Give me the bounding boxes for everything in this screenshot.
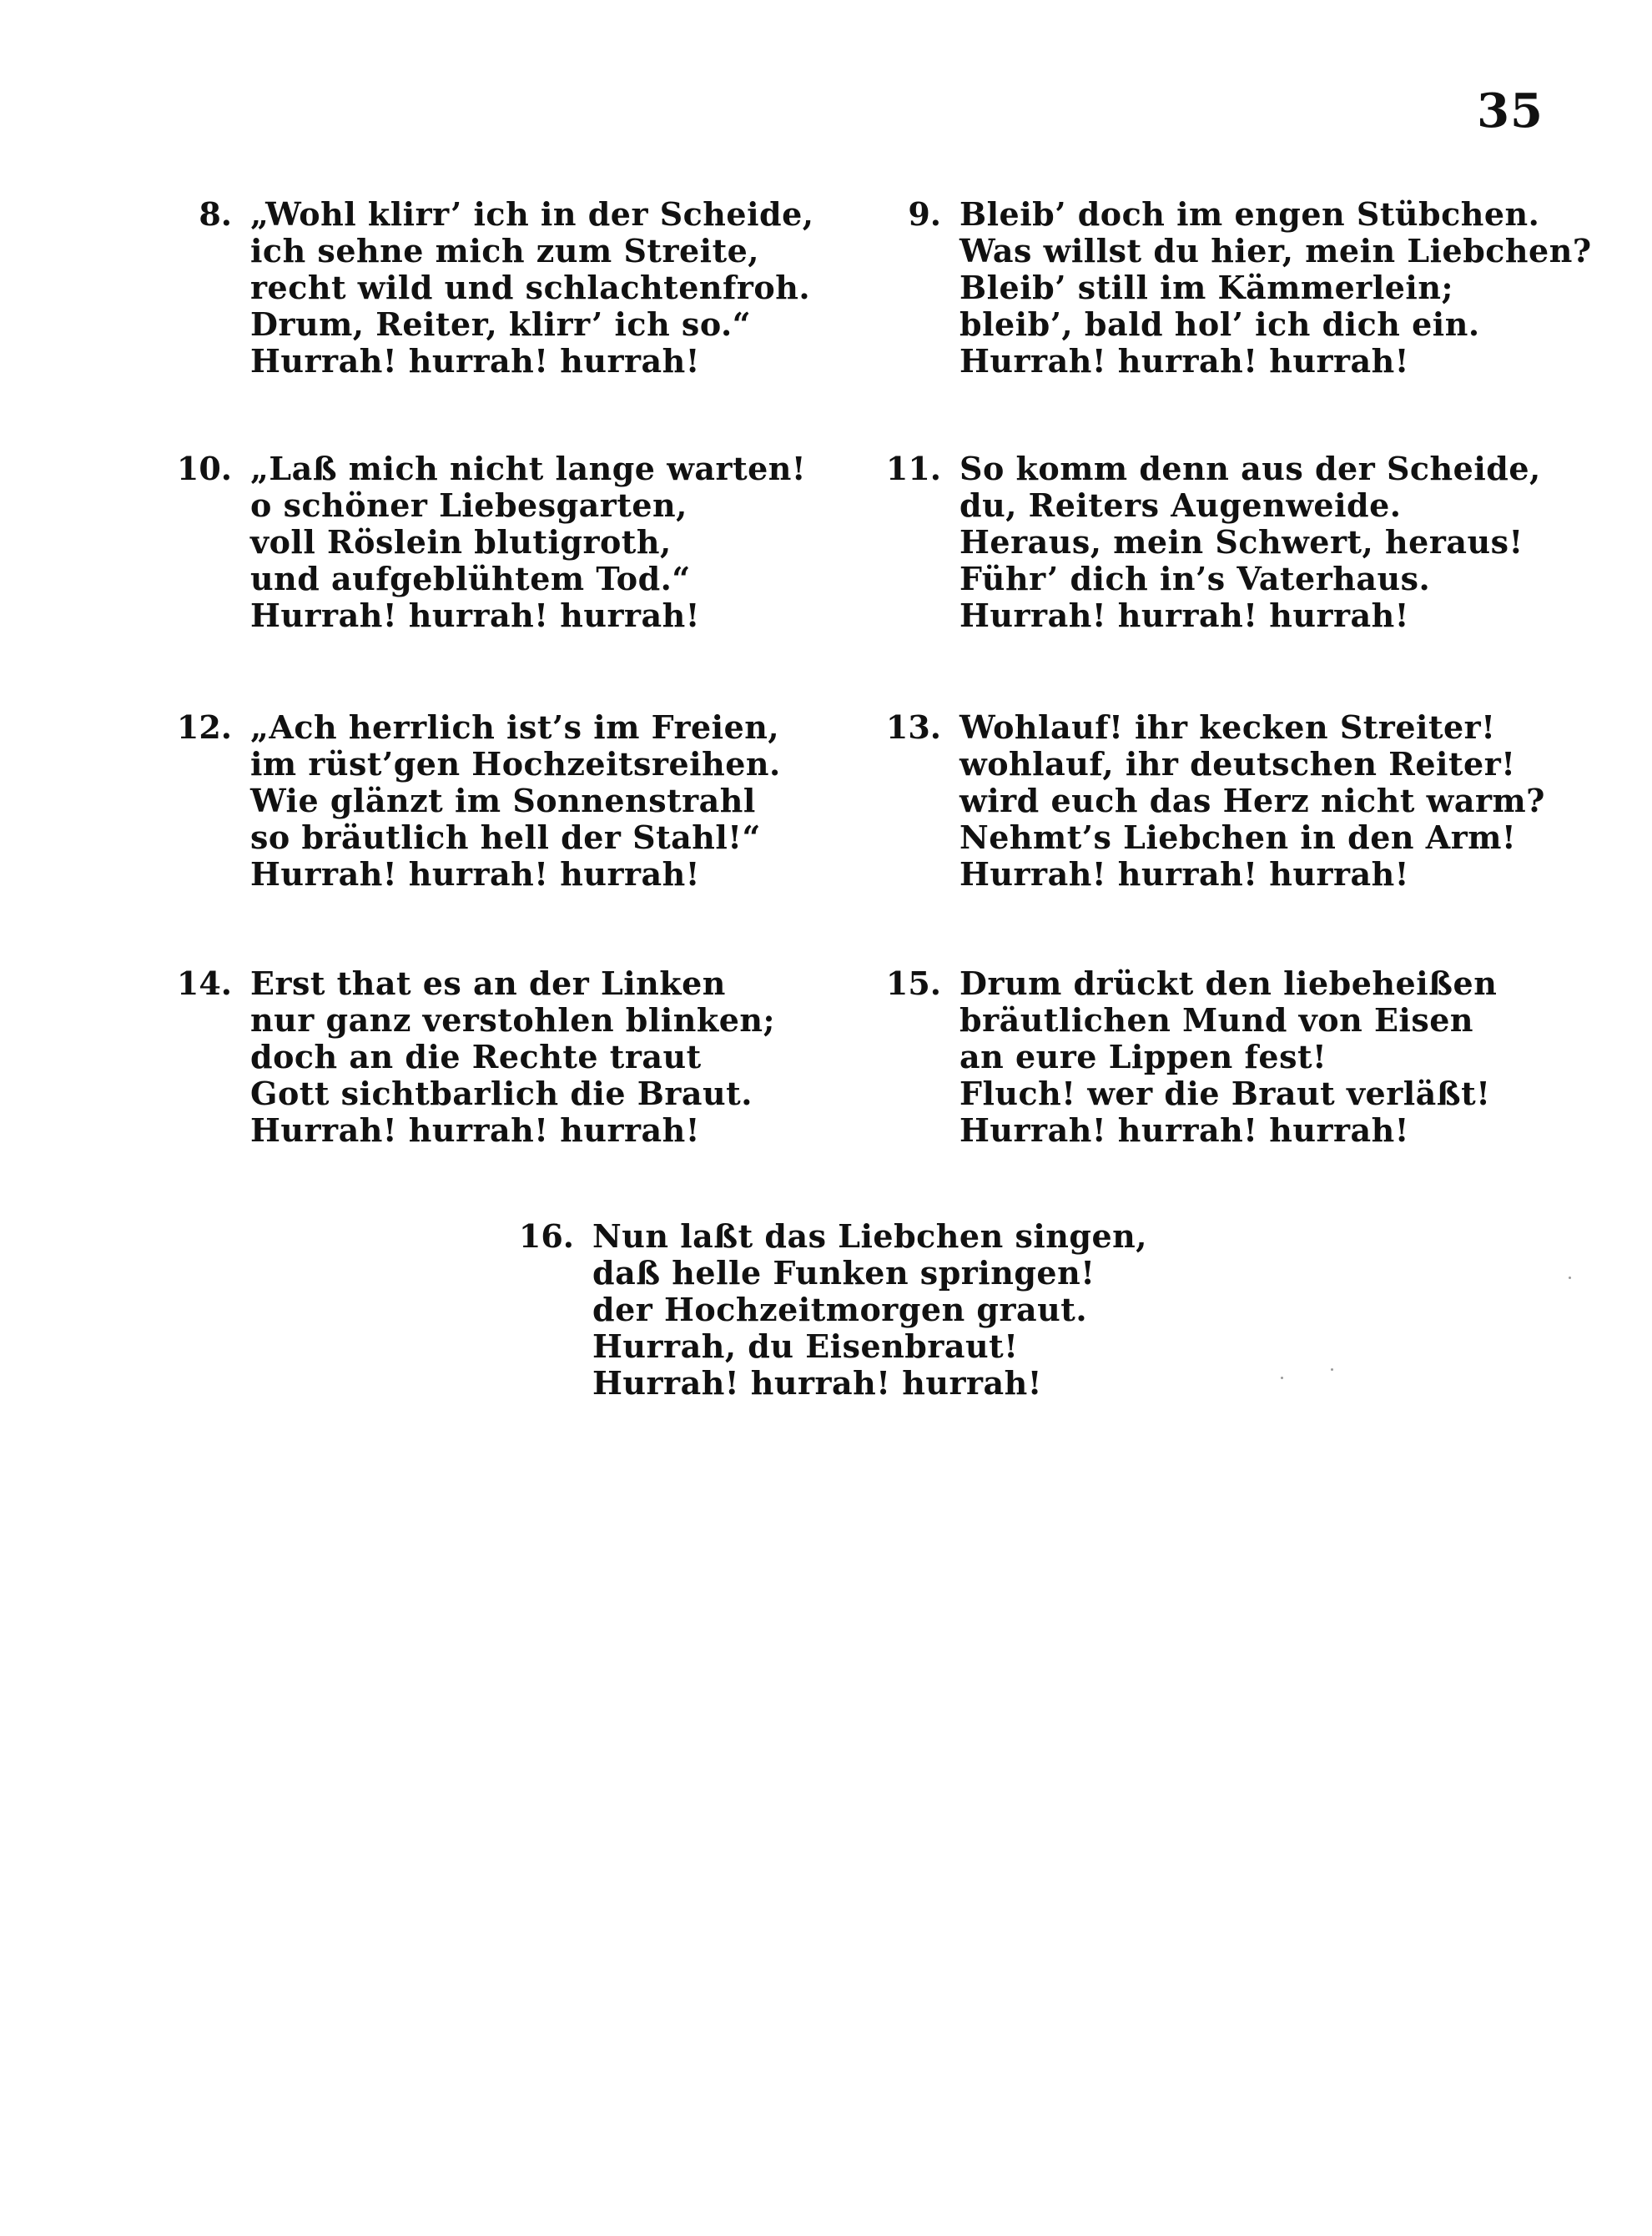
stanza-number: 14.: [176, 964, 232, 1002]
stanza-number: 10.: [176, 450, 232, 487]
verse-line: wohlauf, ihr deutschen Reiter!: [959, 745, 1516, 783]
stanza-14: [159, 965, 775, 1149]
verse-line: im rüst’gen Hochzeitsreihen.: [250, 745, 781, 783]
scan-speck: [1281, 1377, 1283, 1379]
verse-line: „Laß mich nicht lange warten!: [250, 450, 807, 487]
verse-line: Hurrah! hurrah! hurrah!: [250, 597, 700, 634]
verse-line: „Wohl klirr’ ich in der Scheide,: [250, 195, 814, 233]
verse-line: nur ganz verstohlen blinken;: [250, 1001, 776, 1039]
stanza-lines: [250, 709, 781, 893]
stanza-lines: [250, 451, 806, 634]
stanza-lines: [959, 709, 1545, 893]
stanza-13: [868, 709, 1545, 893]
verse-line: Hurrah! hurrah! hurrah!: [250, 855, 700, 893]
verse-line: daß helle Funken springen!: [592, 1254, 1095, 1292]
verse-line: bräutlichen Mund von Eisen: [959, 1001, 1474, 1039]
stanza-lines: [250, 965, 775, 1149]
stanza-number: 11.: [885, 450, 941, 487]
verse-line: doch an die Rechte traut: [250, 1038, 702, 1075]
verse-line: Hurrah, du Eisenbraut!: [592, 1327, 1019, 1365]
verse-line: der Hochzeitmorgen graut.: [592, 1291, 1088, 1328]
verse-line: Hurrah! hurrah! hurrah!: [959, 1111, 1409, 1149]
verse-line: Hurrah! hurrah! hurrah!: [959, 342, 1409, 380]
verse-line: Hurrah! hurrah! hurrah!: [592, 1364, 1042, 1402]
verse-line: du, Reiters Augenweide.: [959, 486, 1402, 524]
stanza-15: [868, 965, 1497, 1149]
stanza-lines: [959, 965, 1497, 1149]
verse-line: wird euch das Herz nicht warm?: [959, 782, 1545, 819]
scan-speck: [1331, 1368, 1333, 1371]
stanza-lines: [959, 196, 1592, 380]
verse-line: voll Röslein blutigroth,: [250, 523, 672, 561]
verse-line: Was willst du hier, mein Liebchen?: [959, 232, 1592, 269]
stanza-9: [868, 196, 1592, 380]
verse-line: Nun laßt das Liebchen singen,: [592, 1217, 1148, 1255]
verse-line: und aufgeblühtem Tod.“: [250, 560, 691, 597]
verse-line: o schöner Liebesgarten,: [250, 486, 687, 524]
verse-line: Bleib’ still im Kämmerlein;: [959, 269, 1454, 306]
stanza-8: [159, 196, 814, 380]
stanza-lines: [592, 1218, 1147, 1402]
verse-line: bleib’, bald hol’ ich dich ein.: [959, 305, 1480, 343]
stanza-12: [159, 709, 781, 893]
page-number: 35: [1477, 83, 1544, 138]
stanza-11: [868, 451, 1541, 634]
verse-line: Gott sichtbarlich die Braut.: [250, 1075, 753, 1112]
verse-line: Hurrah! hurrah! hurrah!: [959, 597, 1409, 634]
stanza-number: 16.: [518, 1217, 574, 1255]
stanza-lines: [959, 451, 1541, 634]
verse-line: Erst that es an der Linken: [250, 964, 726, 1002]
stanza-number: 9.: [908, 195, 941, 233]
verse-line: Bleib’ doch im engen Stübchen.: [959, 195, 1540, 233]
verse-line: Wohlauf! ihr kecken Streiter!: [959, 708, 1496, 746]
verse-line: Hurrah! hurrah! hurrah!: [250, 342, 700, 380]
verse-line: Heraus, mein Schwert, heraus!: [959, 523, 1524, 561]
verse-line: ich sehne mich zum Streite,: [250, 232, 760, 269]
stanza-number: 8.: [199, 195, 232, 233]
verse-line: Drum drückt den liebeheißen: [959, 964, 1498, 1002]
verse-line: „Ach herrlich ist’s im Freien,: [250, 708, 780, 746]
stanza-number: 13.: [885, 708, 941, 746]
stanza-number: 15.: [885, 964, 941, 1002]
verse-line: Drum, Reiter, klirr’ ich so.“: [250, 305, 752, 343]
verse-line: Wie glänzt im Sonnenstrahl: [250, 782, 756, 819]
verse-line: recht wild und schlachtenfroh.: [250, 269, 811, 306]
verse-line: Fluch! wer die Braut verläßt!: [959, 1075, 1491, 1112]
stanza-number: 12.: [176, 708, 232, 746]
verse-line: Führ’ dich in’s Vaterhaus.: [959, 560, 1431, 597]
verse-line: Hurrah! hurrah! hurrah!: [250, 1111, 700, 1149]
scan-speck: [1569, 1277, 1571, 1279]
verse-line: Nehmt’s Liebchen in den Arm!: [959, 818, 1517, 856]
stanza-10: [159, 451, 806, 634]
stanza-lines: [250, 196, 814, 380]
verse-line: an eure Lippen fest!: [959, 1038, 1327, 1075]
verse-line: so bräutlich hell der Stahl!“: [250, 818, 761, 856]
verse-line: So komm denn aus der Scheide,: [959, 450, 1541, 487]
verse-line: Hurrah! hurrah! hurrah!: [959, 855, 1409, 893]
stanza-16: [501, 1218, 1147, 1402]
